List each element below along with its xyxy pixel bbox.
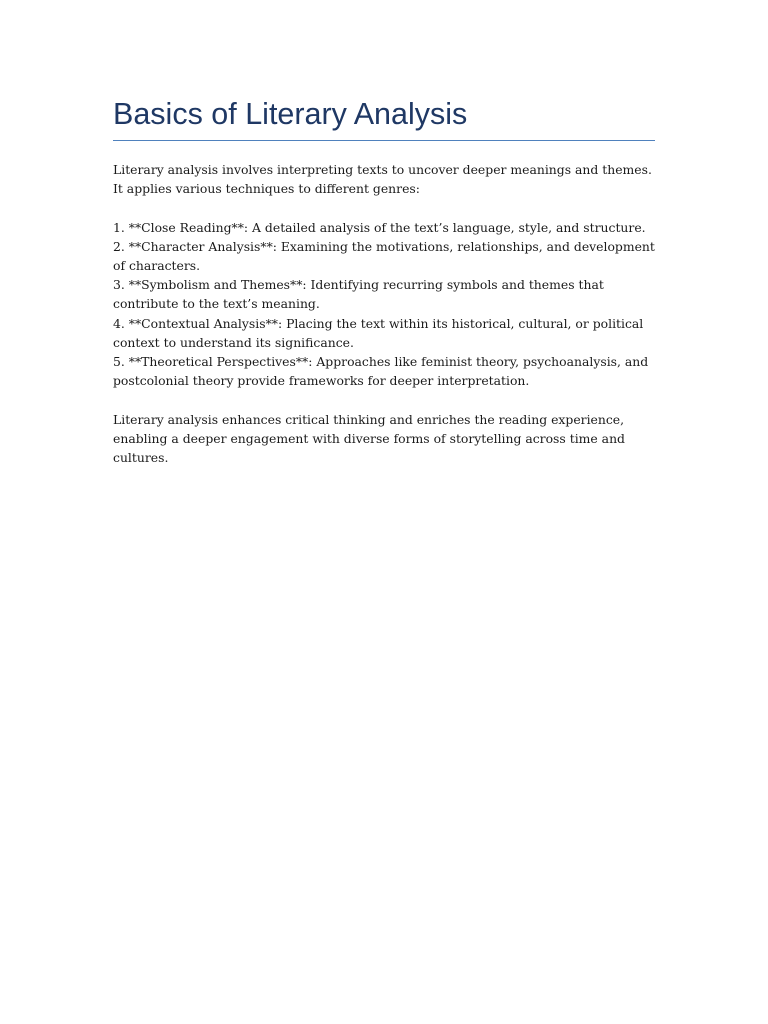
list-item: 3. **Symbolism and Themes**: Identifying recurring symbols and themes that contribute to the text’s meaning. bbox=[113, 277, 604, 312]
intro-paragraph: Literary analysis involves interpreting texts to uncover deeper meanings and themes. It applies various techniques to different genres: bbox=[113, 162, 652, 197]
techniques-list bbox=[113, 218, 655, 391]
document-body bbox=[113, 94, 655, 467]
document-title: Basics of Literary Analysis bbox=[113, 97, 468, 131]
conclusion-paragraph: Literary analysis enhances critical thinking and enriches the reading experience, enabling a deeper engagement with diverse forms of storytelling across time and cultures. bbox=[113, 411, 625, 466]
list-item: 2. **Character Analysis**: Examining the motivations, relationships, and development of characters. bbox=[113, 238, 655, 273]
title-underline bbox=[113, 140, 655, 141]
list-item: 4. **Contextual Analysis**: Placing the text within its historical, cultural, or political context to understand its significance. bbox=[113, 315, 644, 350]
list-item: 5. **Theoretical Perspectives**: Approaches like feminist theory, psychoanalysis, and postcolonial theory provide frameworks for deeper interpretation. bbox=[113, 354, 649, 389]
list-item: 1. **Close Reading**: A detailed analysis of the text’s language, style, and structure. bbox=[113, 219, 646, 235]
